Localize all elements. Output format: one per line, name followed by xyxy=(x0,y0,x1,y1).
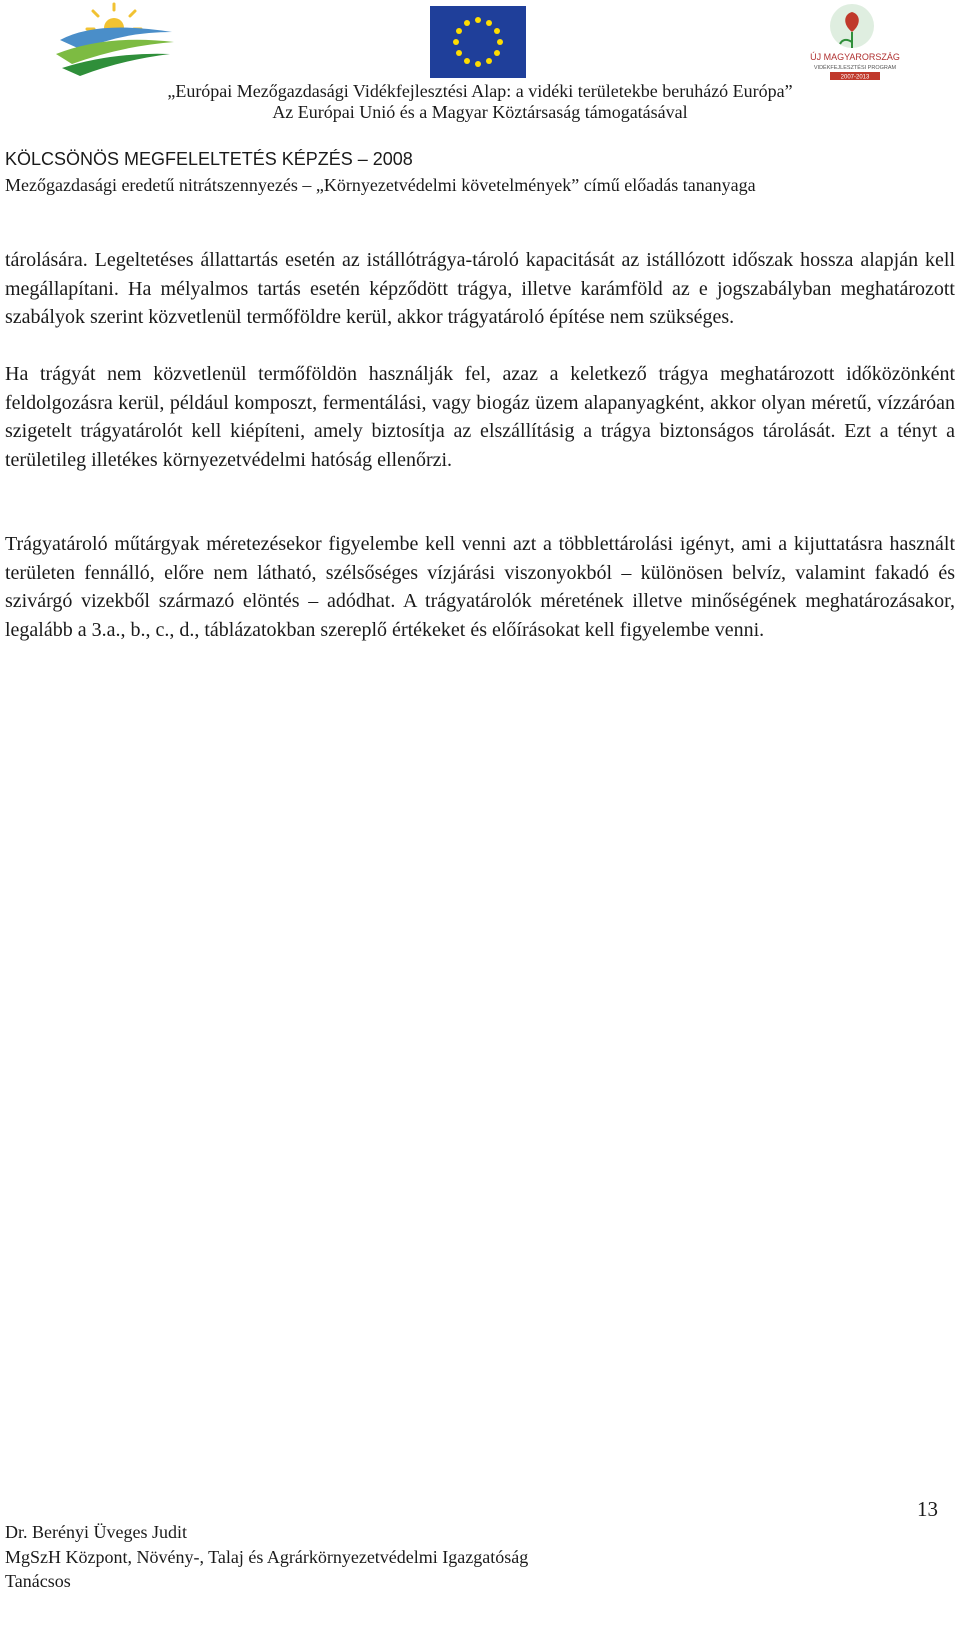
funding-line-2: Az Európai Unió és a Magyar Köztársaság támogatásával xyxy=(272,102,688,122)
funding-line-1: „Európai Mezőgazdasági Vidékfejlesztési Alap: a vidéki területekbe beruházó Európa” xyxy=(167,81,793,101)
document-subtitle: Mezőgazdasági eredetű nitrátszennyezés – „Környezetvédelmi követelmények” című előadás tananyaga xyxy=(5,175,756,195)
eu-flag-icon xyxy=(430,6,526,78)
paragraph: Ha trágyát nem közvetlenül termőföldön használják fel, azaz a keletkező trágya meghatározott időközönként feldolgozásra kerül, például komposzt, fermentálási, vagy biogáz üzem alapanyagként, akkor olyan méretű, vízzáróan szigetelt trágyatárolót kell kiépíteni, amely biztosítja az elszállításig a trágya biztonságos tárolását. Ezt a tényt a területileg illetékes környezetvédelmi hatóság ellenőrzi. xyxy=(5,363,955,471)
svg-text:VIDÉKFEJLESZTÉSI PROGRAM: VIDÉKFEJLESZTÉSI PROGRAM xyxy=(813,65,897,71)
footer-author: Dr. Berényi Üveges Judit xyxy=(5,1522,187,1542)
agricultural-sun-logo xyxy=(52,2,177,80)
footer-role: Tanácsos xyxy=(5,1571,71,1591)
svg-text:2007-2013: 2007-2013 xyxy=(840,74,870,81)
header-logos xyxy=(0,0,960,84)
paragraph: Trágyatároló műtárgyak méretezésekor figyelembe kell venni azt a többlettárolási igényt, ami a kijuttatásra használt területen fennálló, előre nem látható, szélsőséges vízjárási viszonyokból – különösen belvíz, valamint fakadó és szivárgó vizekből származó elöntés – adódhat. A trágyatárolók méretének illetve minőségének meghatározásakor, legalább a 3.a., b., c., d., táblázatokban szereplő értékeket és előírásokat kell figyelembe venni. xyxy=(5,533,955,641)
document-title: KÖLCSÖNÖS MEGFELELTETÉS KÉPZÉS – 2008 xyxy=(5,149,413,169)
footer-institution: MgSzH Központ, Növény-, Talaj és Agrárkörnyezetvédelmi Igazgatóság xyxy=(5,1547,529,1567)
paragraph: tárolására. Legeltetéses állattartás esetén az istállótrágya-tároló kapacitását az istállózott időszak hossza alapján kell megállapítani. Ha mélyalmos tartás esetén képződött trágya, illetve karámföld az e jogszabályban meghatározott szabályok szerint közvetlenül termőföldre kerül, akkor trágyatároló építése nem szükséges. xyxy=(5,249,955,328)
svg-text:ÚJ MAGYARORSZÁG: ÚJ MAGYARORSZÁG xyxy=(810,52,900,62)
page-number: 13 xyxy=(917,1497,938,1521)
uj-magyarorszag-logo xyxy=(800,2,910,84)
